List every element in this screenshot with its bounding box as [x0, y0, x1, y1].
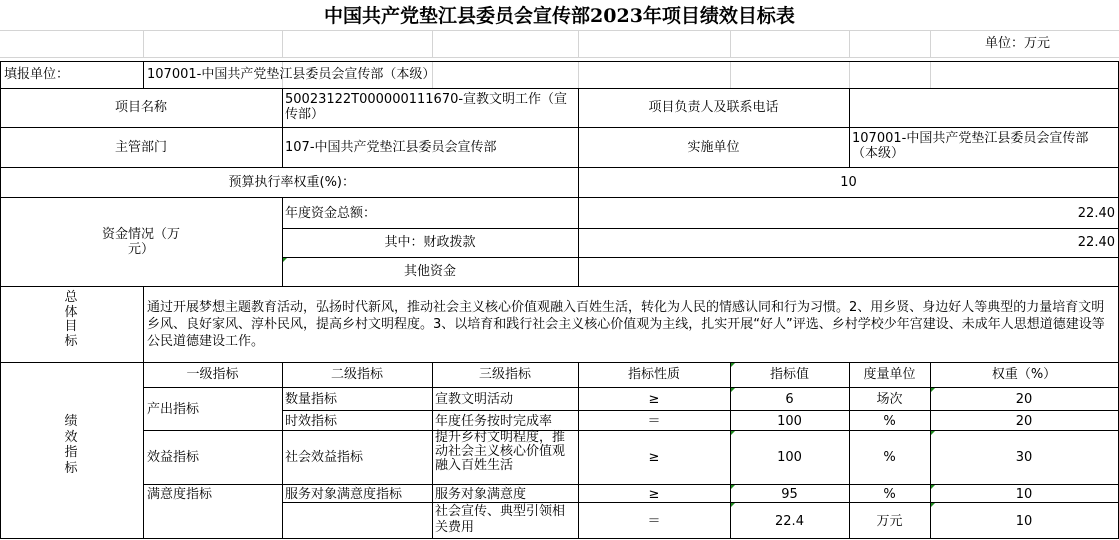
row3-level3: 服务对象满意度 — [435, 487, 527, 502]
row3-op: ≥ — [648, 487, 660, 502]
impl-label: 实施单位 — [687, 140, 740, 155]
filler-value: 107001-中国共产党垫江县委员会宣传部（本级） — [147, 67, 436, 82]
budget-weight-value: 10 — [840, 175, 857, 190]
dept-value: 107-中国共产党垫江县委员会宣传部 — [285, 140, 497, 155]
unit-label: 单位：万元 — [985, 36, 1051, 51]
row1-unit: % — [883, 414, 896, 429]
row4-weight: 10 — [1015, 514, 1033, 529]
project-name-label: 项目名称 — [114, 100, 167, 115]
row2-level2: 社会效益指标 — [285, 450, 364, 465]
funds-other-label: 其他资金 — [403, 264, 456, 279]
row2-unit: % — [883, 450, 896, 465]
project-name-value: 50023122T000000111670-宣教文明工作（宣传部） — [285, 92, 568, 122]
header-value: 指标值 — [769, 367, 809, 382]
funds-fiscal-value: 22.40 — [1077, 235, 1115, 250]
row0-weight: 20 — [1015, 392, 1033, 407]
funds-total-value: 22.40 — [1077, 206, 1115, 221]
contact-label: 项目负责人及联系电话 — [648, 100, 779, 115]
row1-value: 100 — [777, 414, 802, 429]
row1-level2: 时效指标 — [285, 414, 338, 429]
row4-unit: 万元 — [876, 514, 903, 529]
header-level1: 一级指标 — [186, 367, 239, 382]
row2-level3: 提升乡村文明程度，推动社会主义核心价值观融入百姓生活 — [435, 430, 566, 473]
row2-weight: 30 — [1015, 450, 1033, 465]
header-weight: 权重（%） — [991, 367, 1057, 382]
row4-value: 22.4 — [775, 514, 804, 529]
header-level3: 三级指标 — [478, 367, 531, 382]
row0-value: 6 — [785, 392, 794, 407]
row4-level3: 社会宣传、典型引领相关费用 — [435, 504, 566, 535]
impl-value: 107001-中国共产党垫江县委员会宣传部（本级） — [852, 131, 1089, 161]
level1-output: 产出指标 — [147, 402, 200, 417]
row3-unit: % — [883, 487, 896, 502]
page-title: 中国共产党垫江县委员会宣传部2023年项目绩效目标表 — [324, 5, 795, 27]
row2-value: 100 — [777, 450, 802, 465]
row2-op: ≥ — [648, 450, 660, 465]
goal-label: 总体目标 — [64, 290, 78, 349]
header-level2: 二级指标 — [330, 367, 383, 382]
row3-value: 95 — [781, 487, 798, 502]
dept-label: 主管部门 — [114, 140, 167, 155]
header-nature: 指标性质 — [627, 367, 680, 382]
filler-label: 填报单位： — [4, 67, 70, 82]
level1-benefit: 效益指标 — [147, 450, 200, 465]
funds-label: 资金情况（万元） — [101, 227, 180, 257]
budget-weight-label: 预算执行率权重(%)： — [228, 175, 355, 190]
row1-level3: 年度任务按时完成率 — [435, 414, 553, 429]
header-unit: 度量单位 — [863, 367, 916, 382]
row0-level2: 数量指标 — [285, 392, 338, 407]
row3-level2: 服务对象满意度指标 — [285, 487, 403, 502]
indicators-label: 绩效指标 — [64, 414, 78, 476]
row3-weight: 10 — [1015, 487, 1033, 502]
level1-satisfaction: 满意度指标 — [147, 487, 213, 502]
row0-unit: 场次 — [876, 392, 903, 407]
goal-text: 通过开展梦想主题教育活动，弘扬时代新风，推动社会主义核心价值观融入百姓生活，转化为人民的情感认同和行为习惯。2、用乡贤、身边好人等典型的力量培育文明乡风、良好家风、淳朴民风，提高乡村文明程度。3、以培育和践行社会主义核心价值观为主线，扎实开展“好人”评选、乡村学校少年宫建设、未成年人思想道德建设等公民道德建设工作。 — [147, 300, 1105, 349]
row1-op: ＝ — [647, 414, 661, 429]
row0-level3: 宣教文明活动 — [435, 392, 514, 407]
row0-op: ≥ — [648, 392, 660, 407]
funds-total-label: 年度资金总额： — [285, 206, 377, 221]
funds-fiscal-label: 其中：财政拨款 — [384, 235, 476, 250]
row1-weight: 20 — [1015, 414, 1033, 429]
row4-op: ＝ — [647, 514, 661, 529]
